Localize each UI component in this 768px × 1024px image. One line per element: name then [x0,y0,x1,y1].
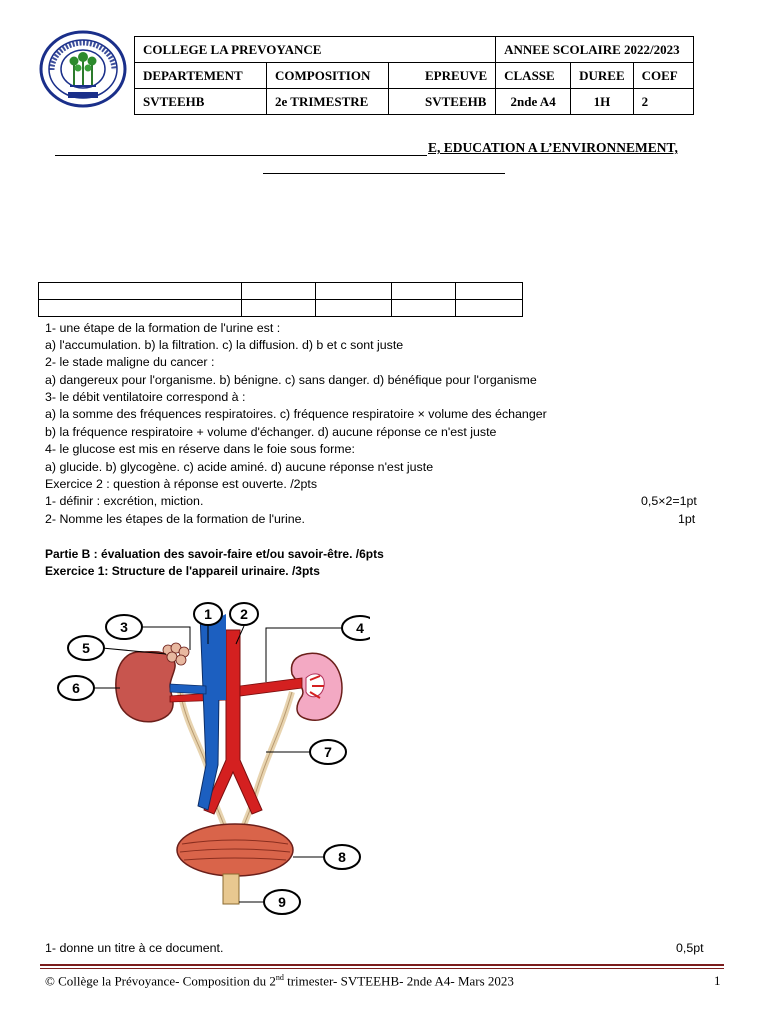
question-line: a) dangereux pour l'organisme. b) bénigne. c) sans danger. d) bénéfique pour l'organisme [45,373,537,387]
col-departement: DEPARTEMENT [135,63,267,89]
subtitle-rule-bottom [263,173,505,174]
label-7 [310,740,346,764]
question-line: a) glucide. b) glycogène. c) acide aminé. d) aucune réponse n'est juste [45,460,434,474]
question-line: Exercice 2 : question à réponse est ouverte. /2pts [45,477,318,491]
question-line: 4- le glucose est mis en réserve dans le foie sous forme: [45,442,355,456]
label-3 [106,615,142,639]
svg-text:4: 4 [356,620,364,636]
footer-text: © Collège la Prévoyance- Composition du 2nd trimester- SVTEEHB- 2nde A4- Mars 2023 [45,973,514,989]
svg-text:8: 8 [338,849,346,865]
left-kidney [116,652,175,722]
question-line: b) la fréquence respiratoire + volume d'échanger. d) aucune réponse ce n'est juste [45,425,497,439]
svg-text:1: 1 [204,606,212,622]
points-title: 0,5pt [676,941,704,955]
val-classe: 2nde A4 [496,89,571,115]
grid-cell [39,283,242,300]
col-epreuve: EPREUVE [389,63,496,89]
col-coef: COEF [633,63,693,89]
col-classe: CLASSE [496,63,571,89]
footer-rule [40,964,724,966]
header-table [134,36,694,115]
label-2 [230,603,258,625]
school-year: ANNEE SCOLAIRE 2022/2023 [496,37,694,63]
school-logo [38,30,128,108]
col-composition: COMPOSITION [267,63,389,89]
svg-text:2: 2 [240,606,248,622]
label-1 [194,603,222,625]
label-6 [58,676,94,700]
question-line: 3- le débit ventilatoire correspond à : [45,390,246,404]
bladder [177,824,293,876]
school-name: COLLEGE LA PREVOYANCE [135,37,496,63]
label-5 [68,636,104,660]
val-coef: 2 [633,89,693,115]
svg-text:6: 6 [72,680,80,696]
grid-cell [392,300,456,317]
label-8 [324,845,360,869]
svg-text:9: 9 [278,894,286,910]
val-duree: 1H [571,89,634,115]
subtitle-rule-left [55,155,427,156]
points-q1: 0,5×2=1pt [641,494,697,508]
svg-text:3: 3 [120,619,128,635]
grid-cell [392,283,456,300]
question-line: 1- une étape de la formation de l'urine est : [45,321,281,335]
svg-text:7: 7 [324,744,332,760]
partB-title: Partie B : évaluation des savoir-faire et/ou savoir-être. /6pts [45,547,384,561]
footer-rule [40,968,724,969]
val-epreuve: SVTEEHB [389,89,496,115]
grid-cell [456,300,523,317]
label-9 [264,890,300,914]
val-departement: SVTEEHB [135,89,267,115]
question-line: a) la somme des fréquences respiratoires. c) fréquence respiratoire × volume des échanger [45,407,547,421]
question-line: 1- définir : excrétion, miction. [45,494,204,508]
grid-cell [242,300,316,317]
question-line: 2- Nomme les étapes de la formation de l'urine. [45,512,305,526]
grid-cell [242,283,316,300]
svg-text:5: 5 [82,640,90,656]
page-number: 1 [714,973,721,988]
question-line: a) l'accumulation. b) la filtration. c) la diffusion. d) b et c sont juste [45,338,404,352]
final-question: 1- donne un titre à ce document. [45,941,224,955]
grid-cell [316,283,392,300]
label-4 [342,616,370,640]
grid-cell [456,283,523,300]
val-composition: 2e TRIMESTRE [267,89,389,115]
subtitle: E, EDUCATION A L’ENVIRONNEMENT, [428,140,678,155]
points-q2: 1pt [678,512,696,526]
partB-exercise: Exercice 1: Structure de l'appareil urinaire. /3pts [45,564,320,578]
urinary-system-diagram [40,600,370,920]
grid-cell [39,300,242,317]
col-duree: DUREE [571,63,634,89]
answer-grid [38,282,523,317]
grid-cell [316,300,392,317]
question-line: 2- le stade maligne du cancer : [45,355,215,369]
